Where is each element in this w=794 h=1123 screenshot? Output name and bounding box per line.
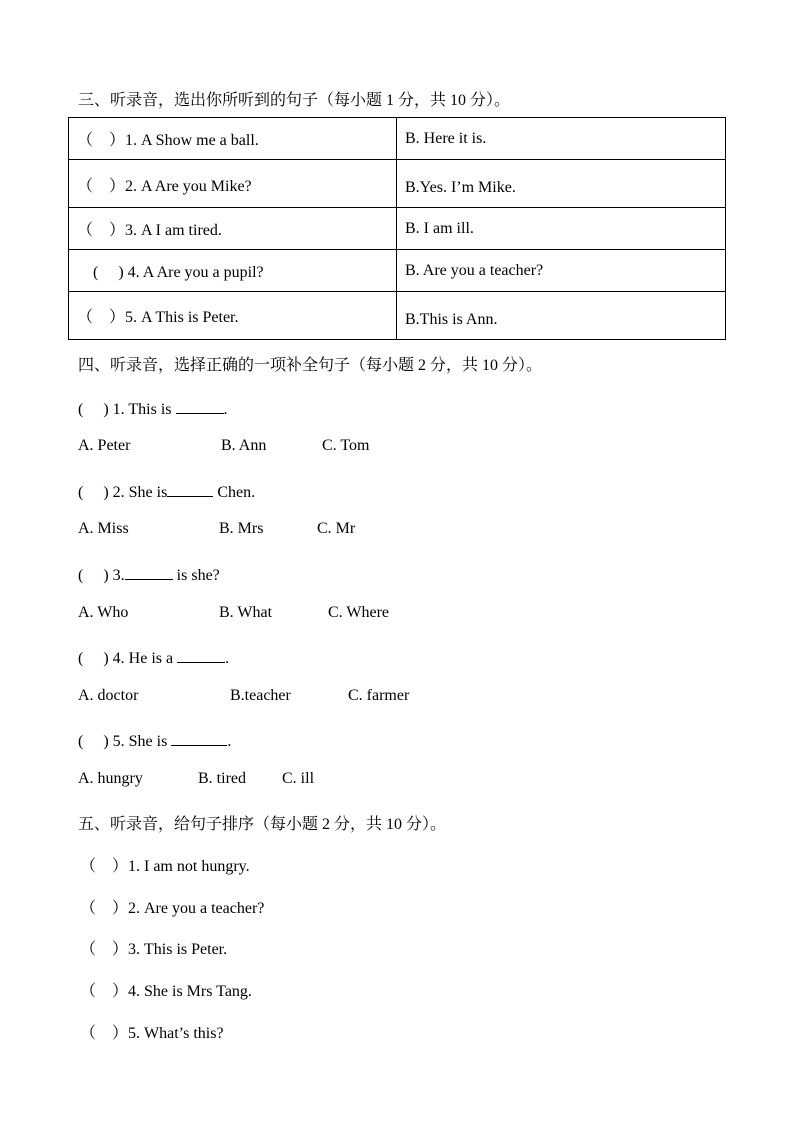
option-a-cell: （ ）3. A I am tired. xyxy=(69,208,397,250)
option-b-cell: B. Are you a teacher? xyxy=(397,250,726,292)
option-c: C. Tom xyxy=(322,437,370,454)
option-a-cell: ( ) 4. A Are you a pupil? xyxy=(69,250,397,292)
option-b: B. Ann xyxy=(221,437,267,454)
question-4-4 xyxy=(78,645,229,668)
section3-heading: 三、听录音，选出你所听到的句子（每小题 1 分，共 10 分）。 xyxy=(78,92,511,109)
option-a: A. doctor xyxy=(78,687,139,704)
options-4-3 xyxy=(78,604,389,622)
option-b: B.teacher xyxy=(230,687,291,704)
question-stem-end: . xyxy=(223,401,228,418)
question-stem: ( ) 5. She is xyxy=(78,733,172,750)
option-b-cell: B. Here it is. xyxy=(397,118,726,160)
option-a: A. hungry xyxy=(78,770,143,787)
question-4-5 xyxy=(78,728,231,751)
list-item: （ ）1. I am not hungry. xyxy=(80,858,250,875)
option-b: B. Mrs xyxy=(219,520,264,537)
option-c: C. Mr xyxy=(317,520,356,537)
option-a: A. Miss xyxy=(78,520,129,537)
answer-blank xyxy=(167,482,213,497)
answer-blank xyxy=(177,648,225,663)
option-c: C. ill xyxy=(282,770,315,787)
answer-blank xyxy=(176,399,224,414)
question-stem-end: . xyxy=(225,650,230,667)
options-4-4 xyxy=(78,687,409,705)
question-stem-end: is she? xyxy=(172,567,220,584)
table-row xyxy=(69,208,726,250)
question-stem-end: . xyxy=(227,733,232,750)
question-4-1 xyxy=(78,396,228,419)
table-row xyxy=(69,292,726,340)
answer-blank xyxy=(125,565,173,580)
question-stem-end: Chen. xyxy=(213,484,256,501)
option-a-cell: （ ）1. A Show me a ball. xyxy=(69,118,397,160)
table-row xyxy=(69,250,726,292)
section3-table xyxy=(68,117,726,340)
section5-heading: 五、听录音，给句子排序（每小题 2 分，共 10 分）。 xyxy=(78,816,447,833)
question-stem: ( ) 4. He is a xyxy=(78,650,178,667)
list-item: （ ）5. What’s this? xyxy=(80,1025,224,1042)
question-4-3 xyxy=(78,562,220,585)
options-4-5 xyxy=(78,770,314,788)
options-4-1 xyxy=(78,437,369,455)
option-a-cell: （ ）2. A Are you Mike? xyxy=(69,160,397,208)
option-c: C. farmer xyxy=(348,687,410,704)
question-stem: ( ) 3. xyxy=(78,567,125,584)
options-4-2 xyxy=(78,520,355,538)
table-row xyxy=(69,118,726,160)
option-c: C. Where xyxy=(328,604,390,621)
option-b: B. What xyxy=(219,604,273,621)
question-stem: ( ) 2. She is xyxy=(78,484,168,501)
option-b: B. tired xyxy=(198,770,246,787)
list-item: （ ）3. This is Peter. xyxy=(80,941,228,958)
table-row xyxy=(69,160,726,208)
option-a-cell: （ ）5. A This is Peter. xyxy=(69,292,397,340)
option-a: A. Who xyxy=(78,604,129,621)
option-a: A. Peter xyxy=(78,437,131,454)
list-item: （ ）4. She is Mrs Tang. xyxy=(80,983,252,1000)
option-b-cell: B.This is Ann. xyxy=(397,292,726,340)
option-b-cell: B.Yes. I’m Mike. xyxy=(397,160,726,208)
section4-heading: 四、听录音，选择正确的一项补全句子（每小题 2 分，共 10 分）。 xyxy=(78,357,543,374)
answer-blank xyxy=(171,731,227,746)
question-stem: ( ) 1. This is xyxy=(78,401,176,418)
question-4-2 xyxy=(78,479,255,502)
option-b-cell: B. I am ill. xyxy=(397,208,726,250)
list-item: （ ）2. Are you a teacher? xyxy=(80,900,265,917)
